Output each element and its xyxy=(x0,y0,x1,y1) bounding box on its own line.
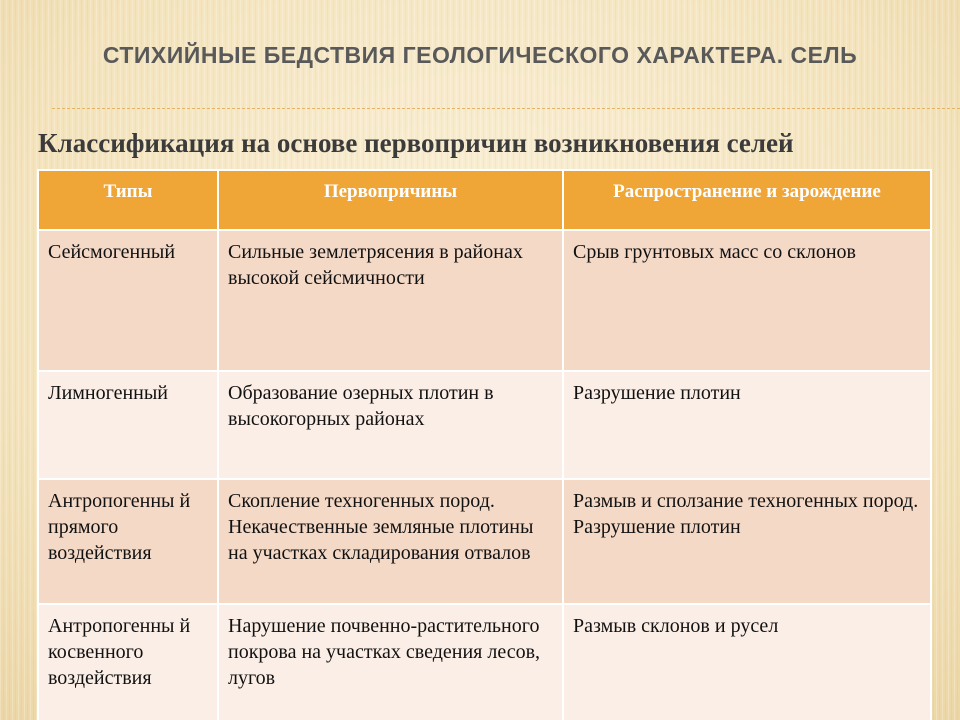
type-cell: Антропогенны й прямого воздействия xyxy=(38,479,218,604)
cause-cell: Нарушение почвенно-растительного покрова на участках сведения лесов, лугов xyxy=(218,604,563,720)
title-divider xyxy=(52,108,960,109)
cause-cell: Скопление техногенных пород. Некачественные земляные плотины на участках складирования отвалов xyxy=(218,479,563,604)
cause-cell: Сильные землетрясения в районах высокой сейсмичности xyxy=(218,230,563,371)
header-spread: Распространение и зарождение xyxy=(563,170,931,230)
type-cell: Сейсмогенный xyxy=(38,230,218,371)
cause-cell: Образование озерных плотин в высокогорных районах xyxy=(218,371,563,479)
slide-subtitle: Классификация на основе первопричин возникновения селей xyxy=(38,128,794,158)
spread-cell: Срыв грунтовых масс со склонов xyxy=(563,230,931,371)
table-row xyxy=(38,230,931,371)
header-causes: Первопричины xyxy=(218,170,563,230)
table-row xyxy=(38,479,931,604)
type-cell: Антропогенны й косвенного воздействия xyxy=(38,604,218,720)
slide-title: СТИХИЙНЫЕ БЕДСТВИЯ ГЕОЛОГИЧЕСКОГО ХАРАКТЕРА. СЕЛЬ xyxy=(102,42,858,68)
spread-cell: Размыв и сползание техногенных пород. Разрушение плотин xyxy=(563,479,931,604)
table-row xyxy=(38,604,931,720)
spread-cell: Разрушение плотин xyxy=(563,371,931,479)
spread-cell: Размыв склонов и русел xyxy=(563,604,931,720)
table-header-row xyxy=(38,170,931,230)
type-cell: Лимногенный xyxy=(38,371,218,479)
table-row xyxy=(38,371,931,479)
header-types: Типы xyxy=(38,170,218,230)
classification-table xyxy=(37,169,932,720)
